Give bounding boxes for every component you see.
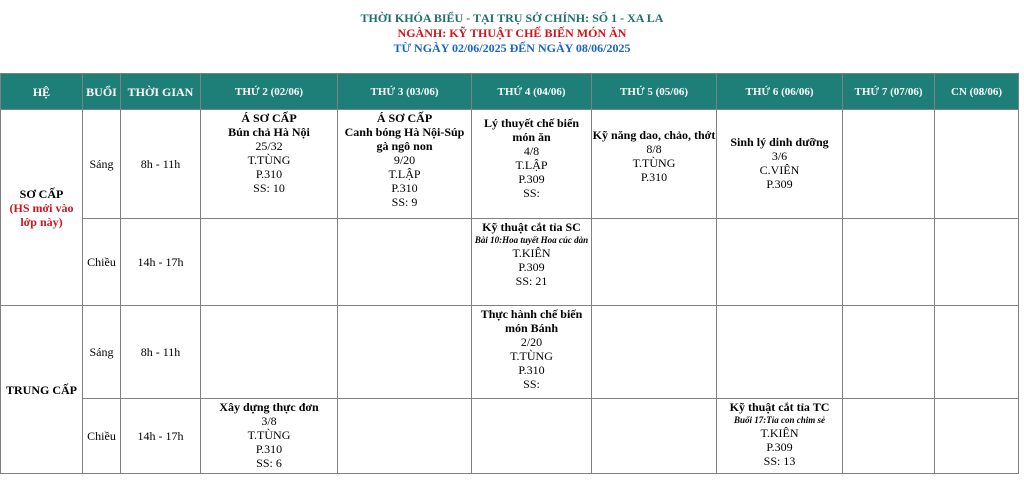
empty-cell (592, 306, 717, 399)
table-row (1, 110, 1019, 219)
empty-cell (592, 219, 717, 306)
session-time: 8h - 11h (121, 110, 201, 219)
header-title: THỜI KHÓA BIỂU - TẠI TRỤ SỞ CHÍNH: SỐ 1 - XA LA (360, 11, 664, 25)
class-title: Kỹ thuật cắt tỉa SC (482, 220, 581, 234)
class-subtitle: Bún chả Hà Nội (228, 125, 310, 139)
class-note: Bài 10:Hoa tuyết Hoa cúc dàn (474, 235, 589, 245)
class-cell[interactable] (201, 110, 338, 219)
class-cell[interactable] (717, 399, 843, 474)
class-ss: SS: (523, 186, 540, 200)
group-name: SƠ CẤP (19, 186, 64, 201)
table-row (1, 219, 1019, 306)
session-time: 8h - 11h (121, 306, 201, 399)
session-label: Chiều (83, 399, 121, 474)
class-ss: SS: (523, 377, 540, 391)
schedule-header (0, 0, 1024, 62)
col-buoi: BUỔI (83, 74, 121, 110)
class-count: 3/6 (771, 149, 788, 163)
empty-cell (201, 219, 338, 306)
session-time: 14h - 17h (121, 219, 201, 306)
class-teacher: T.KIÊN (512, 246, 551, 260)
class-teacher: T.TÙNG (632, 156, 676, 170)
class-room: P.309 (766, 440, 793, 454)
schedule-table (0, 73, 1019, 474)
empty-cell (935, 306, 1019, 399)
class-room: P.309 (518, 172, 545, 186)
class-cell[interactable] (338, 110, 472, 219)
empty-cell (592, 399, 717, 474)
col-day-2: THỨ 3 (03/06) (338, 74, 472, 110)
session-label: Chiều (83, 219, 121, 306)
class-cell[interactable] (472, 306, 592, 399)
group-trungcap (1, 306, 83, 474)
class-count: 2/20 (520, 335, 543, 349)
class-cell[interactable] (472, 110, 592, 219)
empty-cell (338, 219, 472, 306)
table-row (1, 306, 1019, 399)
class-title: Xây dựng thực đơn (219, 400, 319, 414)
class-count: 3/8 (261, 414, 277, 428)
class-room: P.310 (255, 442, 283, 456)
class-teacher: T.LẬP (388, 167, 421, 181)
class-cell[interactable] (201, 399, 338, 474)
class-title: Á SƠ CẤP (376, 111, 433, 125)
class-title: Kỹ năng dao, chảo, thớt (592, 128, 716, 142)
class-title: Kỹ thuật cắt tỉa TC (729, 400, 830, 414)
header-date-range: TỪ NGÀY 02/06/2025 ĐẾN NGÀY 08/06/2025 (393, 41, 631, 55)
class-room: P.310 (518, 363, 545, 377)
class-count: 4/8 (523, 144, 540, 158)
class-title: Thực hành chế biến món Bánh (480, 307, 583, 335)
group-name: TRUNG CẤP (6, 382, 77, 397)
empty-cell (472, 399, 592, 474)
empty-cell (843, 110, 935, 219)
session-label: Sáng (83, 110, 121, 219)
empty-cell (717, 306, 843, 399)
group-socap (1, 110, 83, 306)
class-teacher: T.TÙNG (247, 428, 291, 442)
class-teacher: T.KIÊN (760, 426, 799, 440)
class-room: P.309 (766, 177, 793, 191)
class-room: P.309 (518, 260, 545, 274)
class-teacher: T.TÙNG (247, 153, 291, 167)
empty-cell (338, 399, 472, 474)
class-title: Lý thuyết chế biến món ăn (483, 116, 579, 144)
class-title: Sinh lý dinh dưỡng (730, 135, 829, 149)
empty-cell (843, 306, 935, 399)
class-note: Buổi 17:Tỉa con chim sẻ (733, 415, 825, 425)
table-row (1, 399, 1019, 474)
col-thoigian: THỜI GIAN (121, 74, 201, 110)
class-cell[interactable] (717, 110, 843, 219)
col-day-5: THỨ 6 (06/06) (717, 74, 843, 110)
class-count: 25/32 (255, 139, 283, 153)
class-ss: SS: 13 (763, 454, 796, 468)
empty-cell (717, 219, 843, 306)
col-day-4: THỨ 5 (05/06) (592, 74, 717, 110)
class-cell[interactable] (592, 110, 717, 219)
col-he: HỆ (1, 74, 83, 110)
group-note: (HS mới vào lớp này) (9, 200, 74, 229)
empty-cell (201, 306, 338, 399)
empty-cell (935, 110, 1019, 219)
class-teacher: T.LẬP (515, 158, 548, 172)
class-ss: SS: 6 (256, 456, 282, 470)
class-count: 9/20 (393, 153, 416, 167)
class-room: P.310 (391, 181, 418, 195)
class-ss: SS: 21 (515, 274, 548, 288)
col-day-6: THỨ 7 (07/06) (843, 74, 935, 110)
col-day-3: THỨ 4 (04/06) (472, 74, 592, 110)
class-ss: SS: 9 (391, 195, 418, 209)
empty-cell (935, 219, 1019, 306)
header-major: NGÀNH: KỸ THUẬT CHẾ BIẾN MÓN ĂN (397, 26, 627, 40)
class-ss: SS: 10 (253, 181, 285, 195)
col-day-7: CN (08/06) (935, 74, 1019, 110)
empty-cell (338, 306, 472, 399)
header-row (1, 74, 1019, 110)
class-count: 8/8 (646, 142, 662, 156)
col-day-1: THỨ 2 (02/06) (201, 74, 338, 110)
class-room: P.310 (255, 167, 283, 181)
class-cell[interactable] (472, 219, 592, 306)
empty-cell (843, 219, 935, 306)
session-label: Sáng (83, 306, 121, 399)
class-teacher: C.VIÊN (759, 163, 800, 177)
session-time: 14h - 17h (121, 399, 201, 474)
class-room: P.310 (640, 170, 668, 184)
class-title: Á SƠ CẤP (241, 111, 297, 125)
class-subtitle: Canh bóng Hà Nội-Súp gà ngô non (344, 125, 465, 153)
empty-cell (935, 399, 1019, 474)
empty-cell (843, 399, 935, 474)
class-teacher: T.TÙNG (510, 349, 553, 363)
